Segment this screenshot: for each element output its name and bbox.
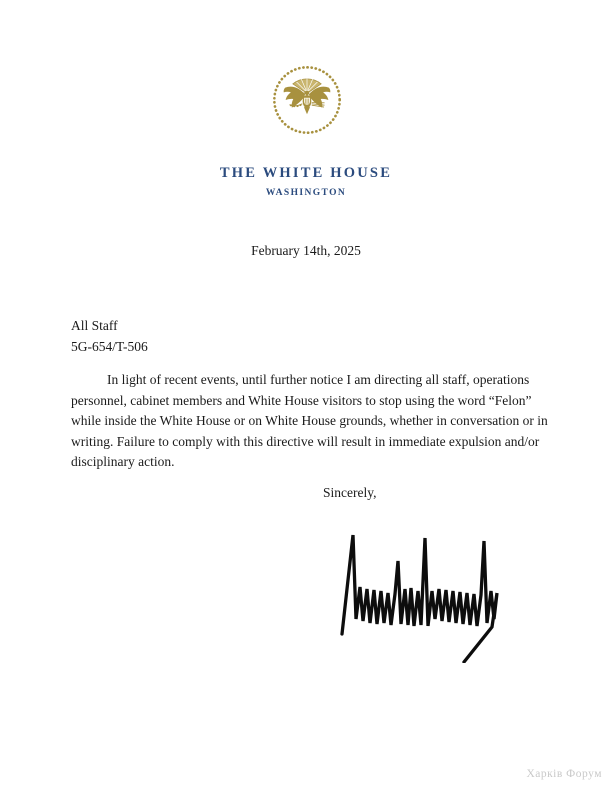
watermark-text: Харків Форум bbox=[526, 768, 602, 780]
recipient-line: All Staff bbox=[71, 318, 118, 333]
body-line: personnel, cabinet members and White House visitors to stop using the word “Felon” bbox=[71, 392, 532, 408]
body-line: In light of recent events, until further notice I am directing all staff, operations bbox=[107, 372, 530, 387]
letter-body bbox=[71, 370, 561, 473]
letterhead-subtitle: WASHINGTON bbox=[265, 188, 347, 198]
closing-salutation: Sincerely, bbox=[323, 485, 377, 500]
body-line: disciplinary action. bbox=[71, 454, 175, 470]
recipient-block bbox=[71, 316, 148, 357]
letterhead-title: THE WHITE HOUSE bbox=[219, 165, 393, 181]
body-line: while inside the White House or on White House grounds, whether in conversation or in bbox=[71, 413, 548, 429]
presidential-seal-icon bbox=[271, 64, 343, 136]
body-line: writing. Failure to comply with this directive will result in immediate expulsion and/or bbox=[71, 433, 540, 449]
letter-date: February 14th, 2025 bbox=[251, 243, 361, 258]
handwritten-signature-icon bbox=[336, 531, 506, 663]
recipient-reference: 5G-654/T-506 bbox=[71, 338, 148, 354]
